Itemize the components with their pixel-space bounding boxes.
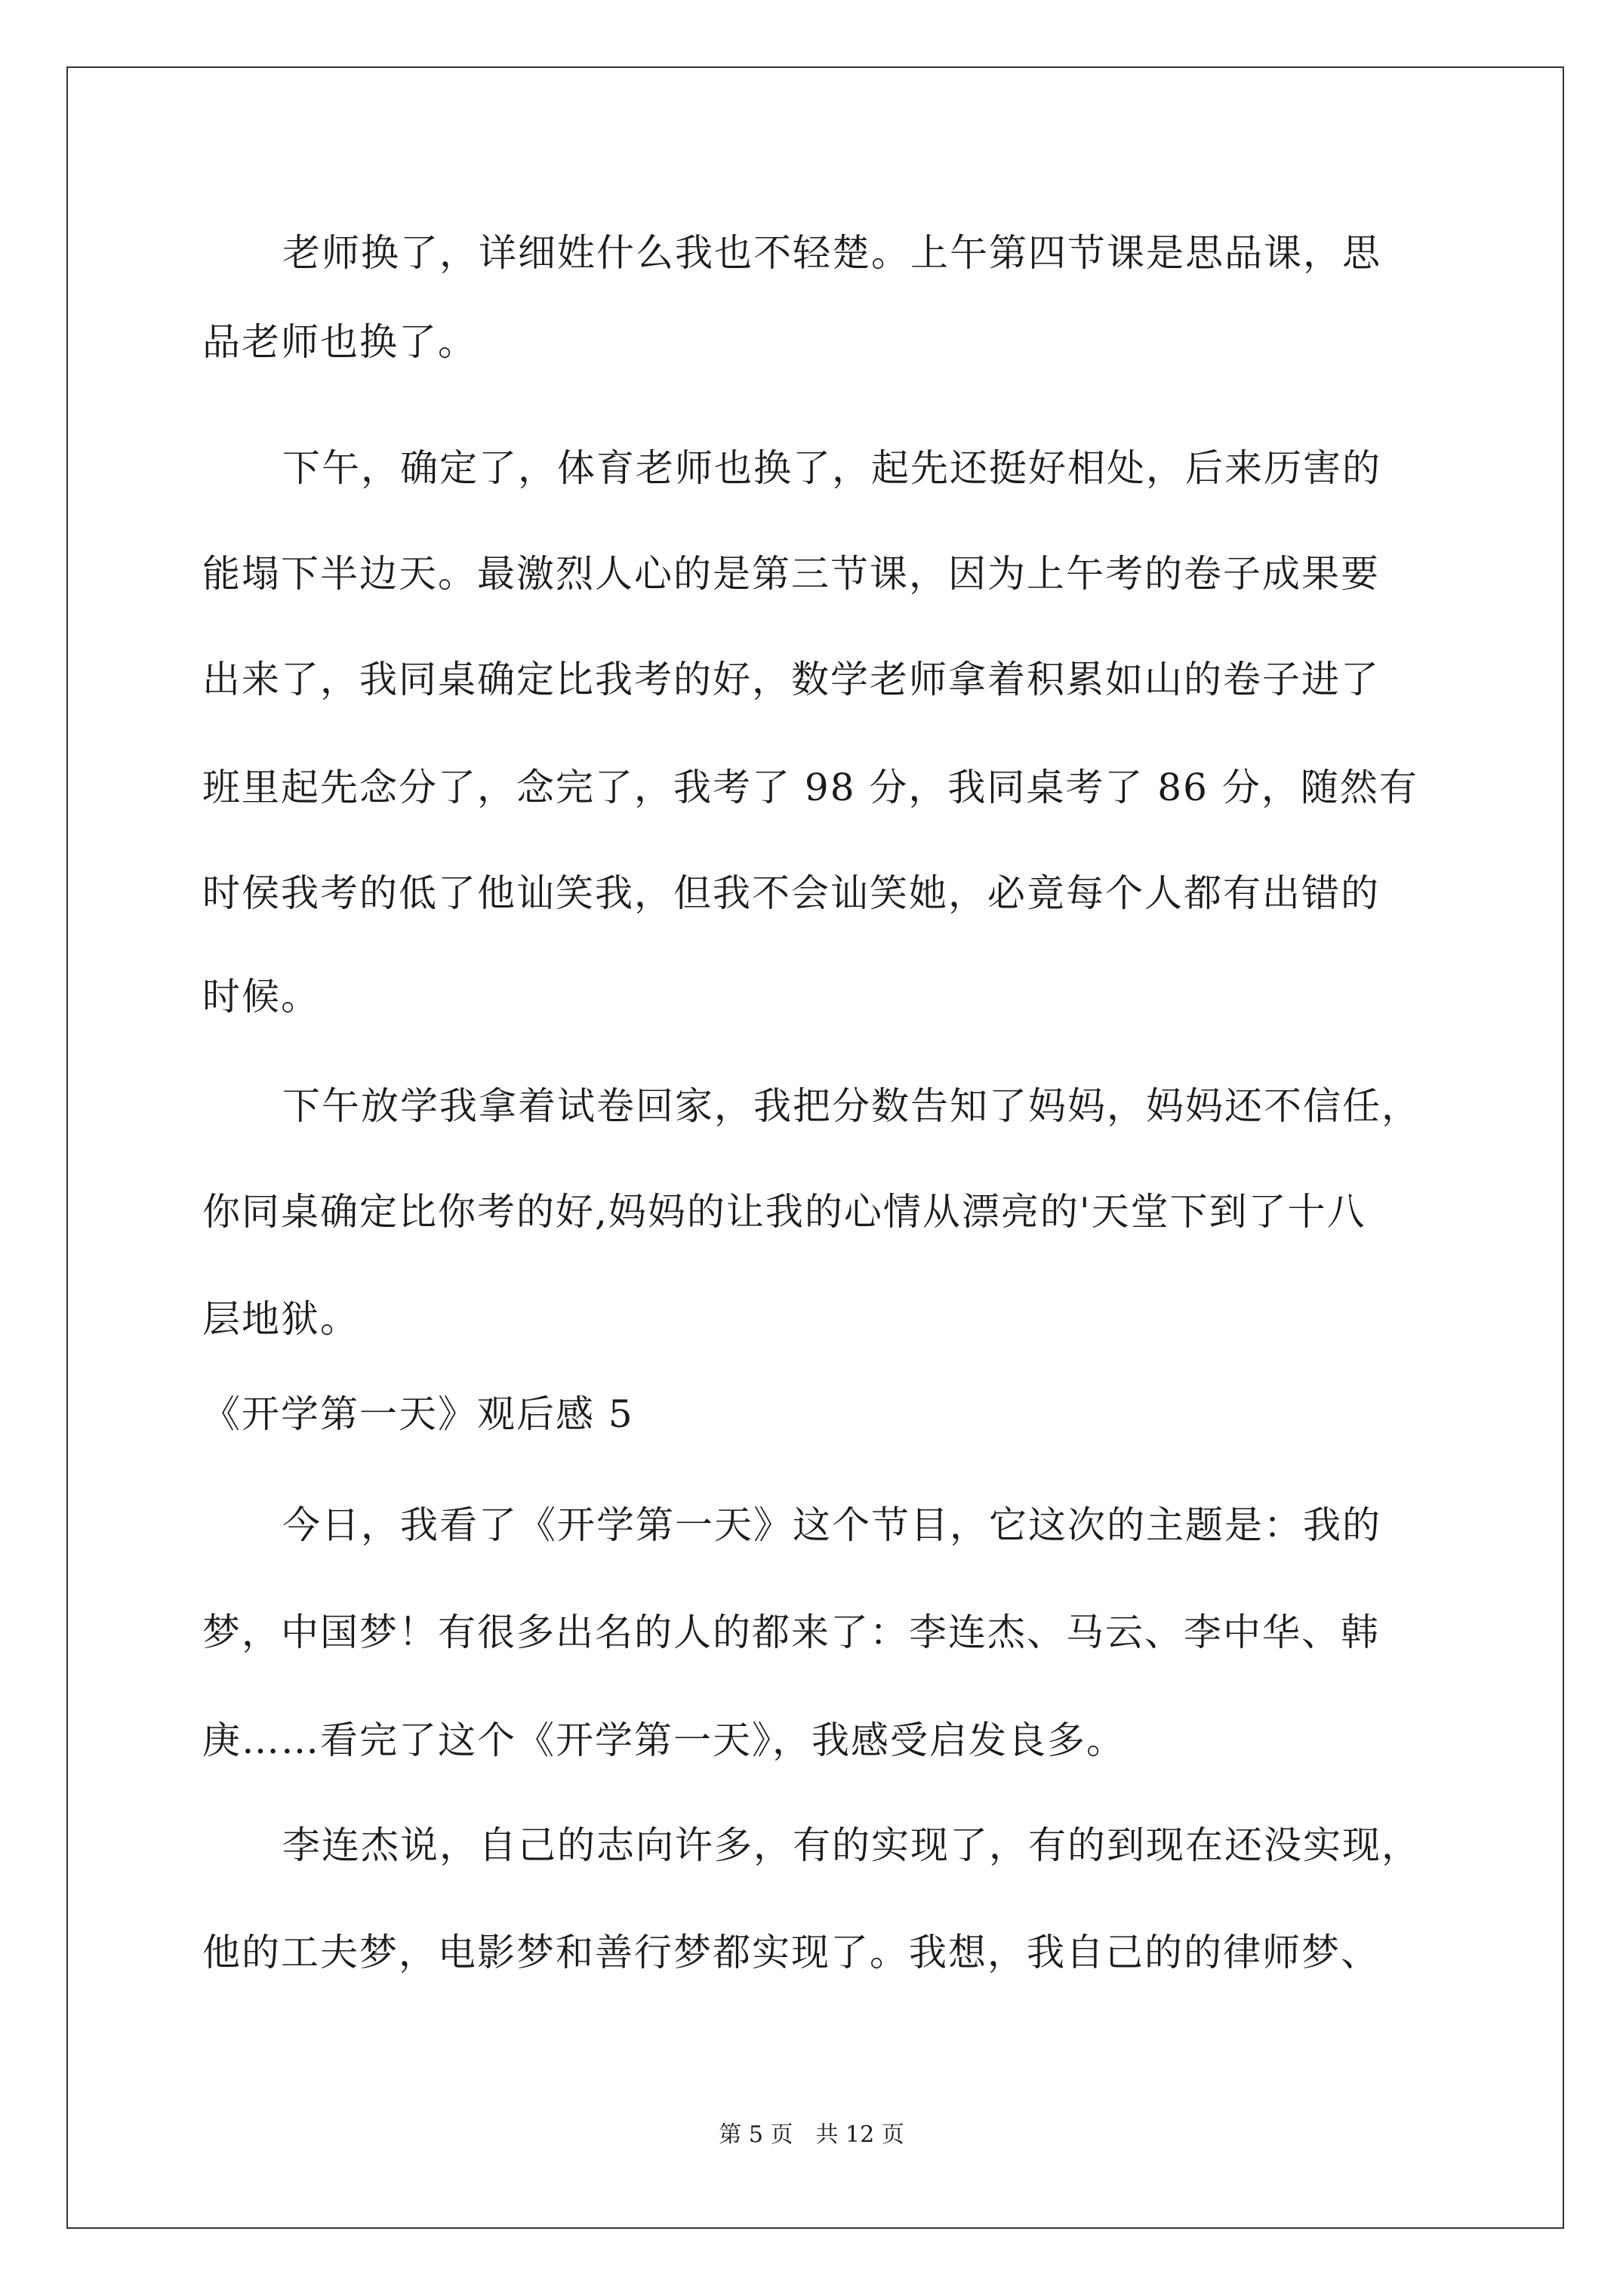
- paragraph-2-line-6: 时候。: [202, 975, 320, 1019]
- paragraph-2-line-4: 班里起先念分了，念完了，我考了 98 分，我同桌考了 86 分，随然有: [202, 766, 1418, 809]
- section-heading: 《开学第一天》观后感 5: [202, 1392, 634, 1436]
- paragraph-2-line-2: 能塌下半边天。最激烈人心的是第三节课，因为上午考的卷子成果要: [202, 552, 1380, 596]
- paragraph-4-line-2: 梦，中国梦！有很多出名的人的都来了：李连杰、马云、李中华、韩: [202, 1610, 1380, 1654]
- page-footer: 第 5 页 共 12 页: [719, 2122, 904, 2148]
- paragraph-2-line-1: 下午，确定了，体育老师也换了，起先还挺好相处，后来历害的: [282, 446, 1381, 490]
- paragraph-1-line-1: 老师换了，详细姓什么我也不轻楚。上午第四节课是思品课，思: [282, 231, 1381, 275]
- paragraph-2-line-3: 出来了，我同桌确定比我考的好，数学老师拿着积累如山的卷子进了: [202, 658, 1380, 701]
- page-border: [66, 66, 1564, 2229]
- paragraph-4-line-3: 庚……看完了这个《开学第一天》，我感受启发良多。: [202, 1718, 1126, 1762]
- paragraph-3-line-2: 你同桌确定比你考的好,妈妈的让我的心情从漂亮的'天堂下到了十八: [202, 1190, 1366, 1234]
- paragraph-5-line-1: 李连杰说，自己的志向许多，有的实现了，有的到现在还没实现，: [282, 1823, 1421, 1867]
- paragraph-4-line-1: 今日，我看了《开学第一天》这个节目，它这次的主题是：我的: [282, 1503, 1381, 1547]
- paragraph-2-line-5: 时侯我考的低了他讪笑我，但我不会讪笑她，必竟每个人都有出错的: [202, 871, 1380, 915]
- paragraph-3-line-1: 下午放学我拿着试卷回家，我把分数告知了妈妈，妈妈还不信任，: [282, 1084, 1421, 1128]
- paragraph-3-line-3: 层地狱。: [202, 1297, 359, 1341]
- paragraph-1-line-2: 品老师也换了。: [202, 320, 477, 364]
- paragraph-5-line-2: 他的工夫梦，电影梦和善行梦都实现了。我想，我自己的的律师梦、: [202, 1931, 1380, 1974]
